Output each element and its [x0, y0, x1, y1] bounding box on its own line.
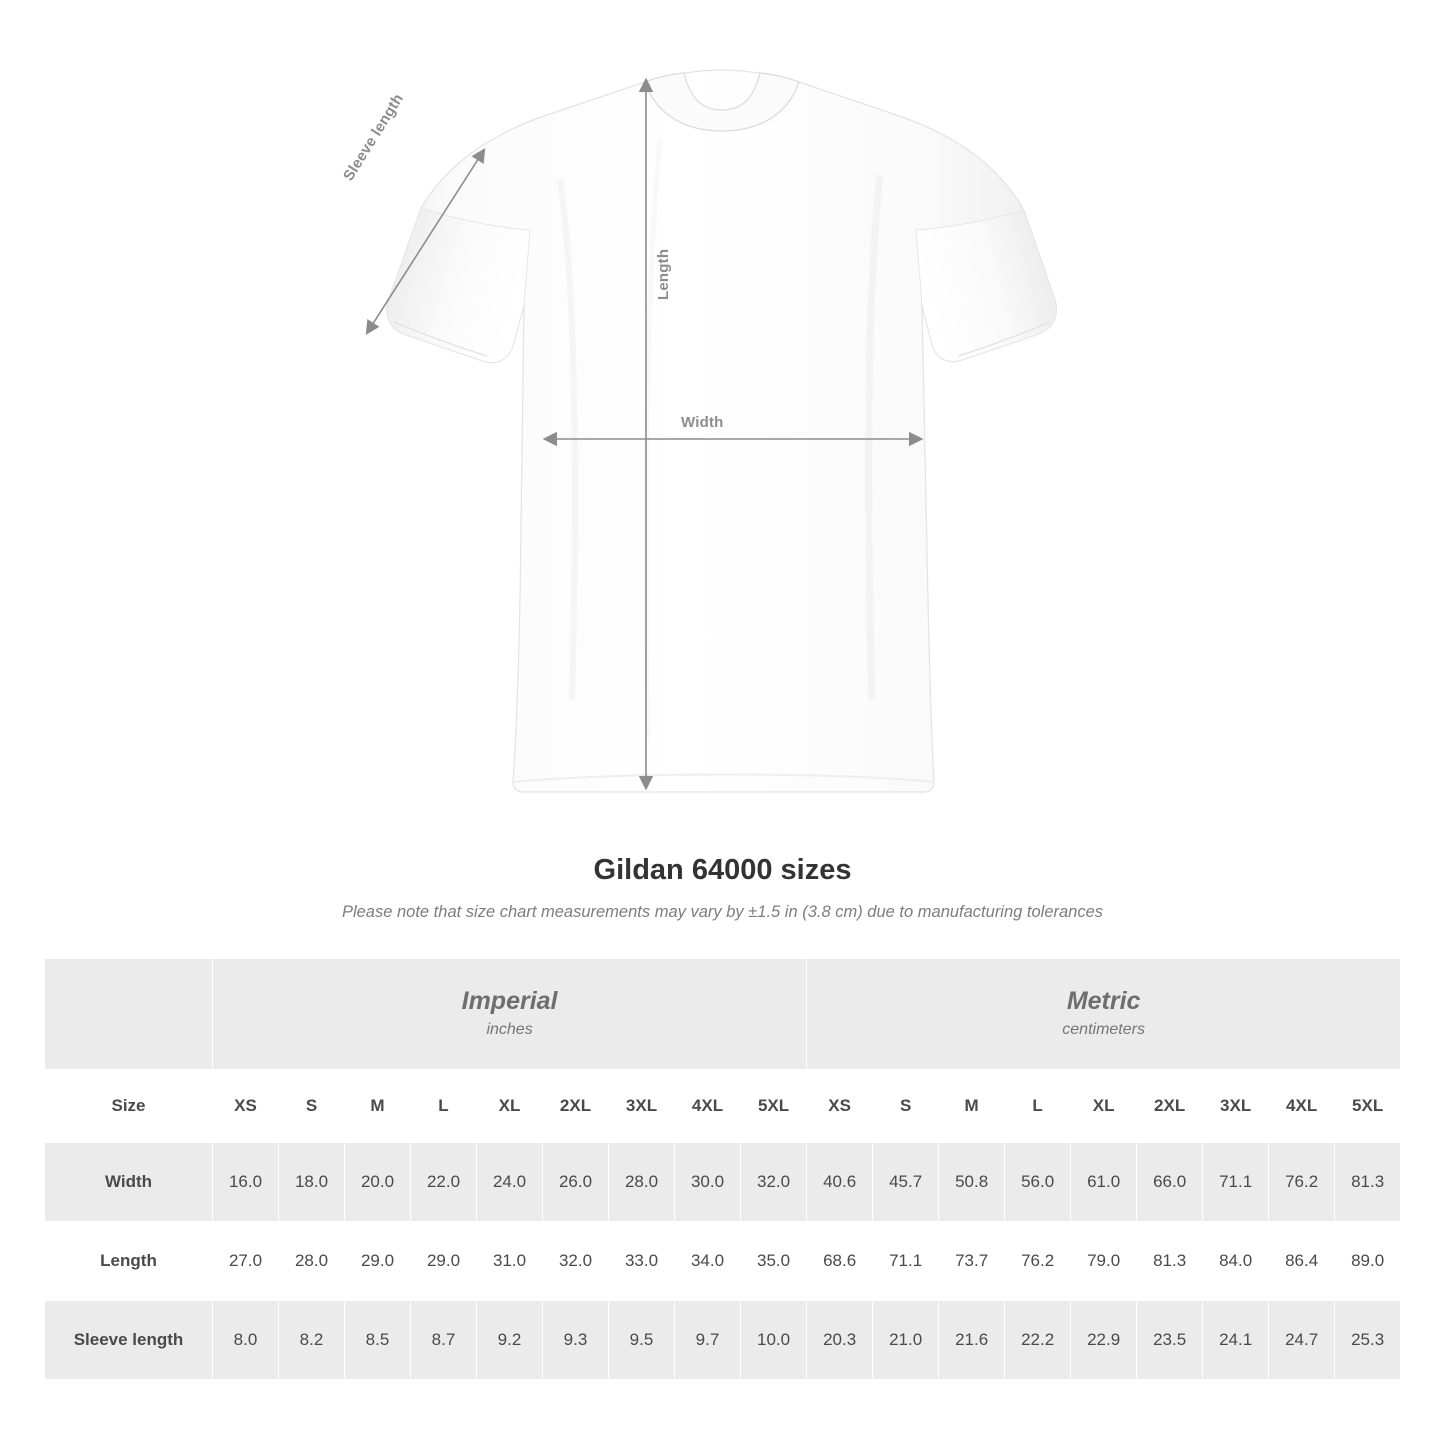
measure-cell: 76.2 — [1005, 1222, 1071, 1301]
measure-cell: 76.2 — [1269, 1143, 1335, 1222]
size-header-cell: XS — [213, 1070, 279, 1143]
measure-cell: 24.7 — [1269, 1301, 1335, 1380]
measure-cell: 18.0 — [279, 1143, 345, 1222]
sleeve-length-label: Sleeve length — [340, 90, 408, 185]
size-header-row — [45, 1070, 1401, 1143]
table-row — [45, 1143, 1401, 1222]
page-title: Gildan 64000 sizes — [593, 854, 852, 886]
measure-cell: 22.2 — [1005, 1301, 1071, 1380]
unit-header-row — [45, 959, 1401, 1070]
tolerance-note: Please note that size chart measurements may vary by ±1.5 in (3.8 cm) due to manufacturing tolerances — [341, 903, 1104, 921]
size-header-cell: S — [873, 1070, 939, 1143]
measure-cell: 73.7 — [939, 1222, 1005, 1301]
measure-cell: 21.6 — [939, 1301, 1005, 1380]
measure-cell: 27.0 — [213, 1222, 279, 1301]
size-header-cell: M — [345, 1070, 411, 1143]
unit-name-metric: Metric — [1066, 986, 1141, 1015]
measure-cell: 22.9 — [1071, 1301, 1137, 1380]
measure-cell: 32.0 — [741, 1143, 807, 1222]
measure-cell: 61.0 — [1071, 1143, 1137, 1222]
measure-cell: 28.0 — [609, 1143, 675, 1222]
measure-cell: 16.0 — [213, 1143, 279, 1222]
length-label: Length — [655, 248, 672, 300]
unit-sub-metric: centimeters — [1062, 1020, 1145, 1038]
measure-cell: 8.0 — [213, 1301, 279, 1380]
measure-cell: 84.0 — [1203, 1222, 1269, 1301]
measure-cell: 20.0 — [345, 1143, 411, 1222]
measure-cell: 35.0 — [741, 1222, 807, 1301]
measure-cell: 10.0 — [741, 1301, 807, 1380]
size-header-cell: 2XL — [543, 1070, 609, 1143]
measure-cell: 9.7 — [675, 1301, 741, 1380]
size-header-cell: 3XL — [609, 1070, 675, 1143]
measure-cell: 31.0 — [477, 1222, 543, 1301]
row-label-length: Length — [45, 1222, 213, 1301]
tshirt-shape — [387, 70, 1057, 792]
size-header-cell: XS — [807, 1070, 873, 1143]
unit-header-metric — [807, 959, 1401, 1070]
size-header-cell: 2XL — [1137, 1070, 1203, 1143]
size-header-cell: XL — [1071, 1070, 1137, 1143]
measure-cell: 81.3 — [1137, 1222, 1203, 1301]
size-header-cell: L — [411, 1070, 477, 1143]
unit-header-spacer — [45, 959, 213, 1070]
width-label: Width — [681, 414, 724, 431]
size-header-cell: 3XL — [1203, 1070, 1269, 1143]
size-header-cell: XL — [477, 1070, 543, 1143]
measure-cell: 25.3 — [1335, 1301, 1401, 1380]
measure-cell: 8.5 — [345, 1301, 411, 1380]
row-label-width: Width — [45, 1143, 213, 1222]
measure-cell: 9.2 — [477, 1301, 543, 1380]
measure-cell: 32.0 — [543, 1222, 609, 1301]
size-header-cell: 5XL — [741, 1070, 807, 1143]
measure-cell: 23.5 — [1137, 1301, 1203, 1380]
size-chart-table — [44, 958, 1401, 1380]
measure-cell: 8.2 — [279, 1301, 345, 1380]
measure-cell: 30.0 — [675, 1143, 741, 1222]
size-header-cell: S — [279, 1070, 345, 1143]
measure-cell: 22.0 — [411, 1143, 477, 1222]
measure-cell: 24.1 — [1203, 1301, 1269, 1380]
measure-cell: 71.1 — [873, 1222, 939, 1301]
measure-cell: 21.0 — [873, 1301, 939, 1380]
measure-cell: 71.1 — [1203, 1143, 1269, 1222]
unit-sub-imperial: inches — [486, 1020, 533, 1038]
measure-cell: 86.4 — [1269, 1222, 1335, 1301]
measure-cell: 34.0 — [675, 1222, 741, 1301]
size-header-cell: L — [1005, 1070, 1071, 1143]
measure-cell: 29.0 — [411, 1222, 477, 1301]
row-label-size: Size — [45, 1070, 213, 1143]
measure-cell: 28.0 — [279, 1222, 345, 1301]
measure-cell: 8.7 — [411, 1301, 477, 1380]
measure-cell: 9.5 — [609, 1301, 675, 1380]
measure-cell: 81.3 — [1335, 1143, 1401, 1222]
measure-cell: 56.0 — [1005, 1143, 1071, 1222]
size-header-cell: 5XL — [1335, 1070, 1401, 1143]
row-label-sleeve-length: Sleeve length — [45, 1301, 213, 1380]
table-row — [45, 1222, 1401, 1301]
measure-cell: 20.3 — [807, 1301, 873, 1380]
size-header-cell: 4XL — [1269, 1070, 1335, 1143]
unit-name-imperial: Imperial — [461, 986, 558, 1015]
measure-cell: 45.7 — [873, 1143, 939, 1222]
measure-cell: 50.8 — [939, 1143, 1005, 1222]
measure-cell: 26.0 — [543, 1143, 609, 1222]
measure-cell: 68.6 — [807, 1222, 873, 1301]
measure-cell: 40.6 — [807, 1143, 873, 1222]
measure-cell: 33.0 — [609, 1222, 675, 1301]
size-chart-table-wrapper — [44, 958, 1401, 1380]
unit-header-imperial — [213, 959, 807, 1070]
measure-cell: 89.0 — [1335, 1222, 1401, 1301]
table-row — [45, 1301, 1401, 1380]
measure-cell: 9.3 — [543, 1301, 609, 1380]
measure-cell: 79.0 — [1071, 1222, 1137, 1301]
measure-cell: 66.0 — [1137, 1143, 1203, 1222]
measure-cell: 29.0 — [345, 1222, 411, 1301]
size-header-cell: M — [939, 1070, 1005, 1143]
size-header-cell: 4XL — [675, 1070, 741, 1143]
measure-cell: 24.0 — [477, 1143, 543, 1222]
